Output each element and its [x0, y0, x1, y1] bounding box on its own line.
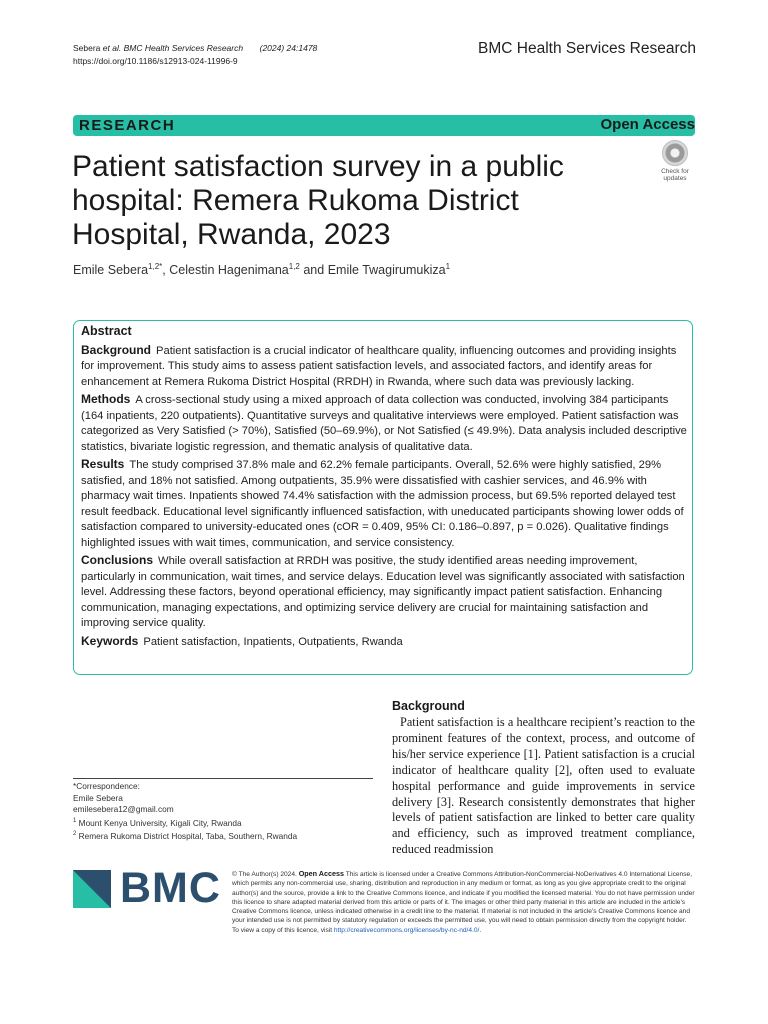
abstract-heading: Abstract — [81, 324, 132, 338]
author-affiliation: 1,2 — [288, 262, 300, 271]
abstract-label: Background — [81, 342, 152, 357]
license-body: This article is licensed under a Creative Commons Attribution-NonCommercial-NoDerivatives 4.0 International License, which permits any non-commercial use, sharing, distribution and reproduction in any medium or format, as long as you give appropriate credit to the original author(s) and the source, provide a link to the Creative Commons licence, and indicate if you modified the licensed material. You do not have permission under this licence to share adapted material derived from this article or parts of it. The images or other third party material in this article are included in the article’s Creative Commons licence, unless indicated otherwise in a credit line to the material. If material is not included in the article’s Creative Commons licence and your intended use is not permitted by statutory regulation or exceeds the permitted use, you will need to obtain permission directly from the copyright holder. To view a copy of this licence, visit — [232, 871, 695, 934]
check-for-updates-icon — [662, 140, 688, 166]
article-title: Patient satisfaction survey in a public hospital: Remera Rukoma District Hospital, Rwanda, 2023 — [72, 150, 564, 251]
author-separator: and — [299, 263, 328, 278]
affiliation-2 — [73, 829, 373, 842]
affiliation-number: 1 — [73, 817, 77, 824]
author-affiliation: 1 — [445, 262, 451, 271]
author-name[interactable]: Celestin Hagenimana — [169, 263, 289, 278]
abstract-text: The study comprised 37.8% male and 62.2% female participants. Overall, 52.6% were highly satisfied, 29% satisfied, and 18% not satisfied. Among outpatients, 35.9% were dissatisfied with cashier services, and 46.9% with pharmacy wait times. Inpatients showed 74.4% satisfaction with the admission process, but 69.5% reported delayed test result feedback. Educational level significantly influenced satisfaction, with uneducated participants showing lower odds of satisfaction compared to university-educated ones (cOR = 0.409, 95% CI: 0.186–0.897, p = 0.026). Qualitative findings highlighted issues with wait times, communication, and service consistency. — [81, 459, 684, 549]
license-end: . — [479, 926, 482, 934]
bmc-logo-icon — [73, 870, 111, 908]
check-updates-label — [655, 168, 695, 182]
footnote-divider — [73, 778, 373, 779]
author-name[interactable]: Emile Twagirumukiza — [327, 263, 446, 278]
affiliation-text: Remera Rukoma District Hospital, Taba, Southern, Rwanda — [78, 830, 298, 841]
journal-name: BMC Health Services Research — [478, 40, 696, 57]
license-link[interactable]: http://creativecommons.org/licenses/by-nc-nd/4.0/ — [333, 926, 480, 934]
citation-line — [73, 42, 317, 55]
correspondence-email[interactable]: emilesebera12@gmail.com — [73, 804, 174, 814]
abstract — [81, 324, 689, 652]
open-access-label: Open Access — [600, 116, 695, 133]
abstract-text: Patient satisfaction is a crucial indicator of healthcare quality, influencing outcomes and providing insights for improvement. This study aims to assess patient satisfaction levels, and associated factors, and identify areas for enhancement at Remera Rukoma District Hospital (RRDH) in Rwanda, where such data was previously lacking. — [81, 344, 677, 388]
author-affiliation: 1,2* — [148, 262, 163, 271]
abstract-results — [81, 457, 689, 551]
abstract-label: Methods — [81, 392, 131, 406]
correspondence-label: *Correspondence: — [73, 781, 140, 791]
abstract-label: Conclusions — [81, 553, 154, 567]
check-for-updates-button[interactable] — [655, 140, 695, 182]
license-open-access: Open Access — [298, 869, 344, 878]
bmc-logo-text: BMC — [120, 864, 221, 912]
section-heading: Background — [392, 699, 465, 713]
abstract-label: Results — [81, 457, 125, 471]
abstract-keywords — [81, 634, 689, 651]
abstract-label: Keywords — [81, 633, 139, 648]
abstract-text: Patient satisfaction, Inpatients, Outpatients, Rwanda — [143, 635, 403, 648]
affiliation-text: Mount Kenya University, Kigali City, Rwanda — [78, 817, 242, 828]
affiliation-1 — [73, 816, 373, 829]
abstract-background — [81, 343, 689, 391]
author-separator: , — [162, 263, 170, 278]
citation-header — [73, 42, 317, 68]
section-body: Patient satisfaction is a healthcare recipient’s reaction to the prominent features of the context, process, and outcome of his/her service experience [1]. Patient satisfaction is a crucial indicator of healthcare quality [2], often used to evaluate hospital performance and guide improvements in service delivery [3]. Research consistently demonstrates that higher levels of patient satisfaction are linked to better care quality and efficiency, such as improved treatment compliance, reduced readmission — [392, 715, 695, 857]
correspondence-block — [73, 781, 373, 842]
affiliation-number: 2 — [73, 830, 77, 837]
license-text — [232, 869, 695, 935]
copyright: © The Author(s) 2024. — [232, 871, 297, 878]
abstract-methods — [81, 392, 689, 455]
citation-authors: Sebera — [73, 43, 103, 53]
section-label: RESEARCH — [79, 117, 176, 134]
author-list — [73, 262, 450, 277]
check-updates-line1: Check for — [661, 168, 689, 175]
abstract-text: While overall satisfaction at RRDH was positive, the study identified areas needing improvement, particularly in communication, wait times, and service delays. Education level was significantly associated with satisfaction level. Addressing these factors, beyond operational efficiency, may significantly impact patient satisfaction. Enhancing communication, managing expectations, and optimizing service delivery are crucial for maintaining satisfaction and improving service quality. — [81, 555, 685, 629]
citation-year: (2024) 24:1478 — [259, 43, 318, 53]
citation-etal: et al. BMC Health Services Research — [102, 43, 244, 53]
author-name[interactable]: Emile Sebera — [73, 263, 149, 278]
correspondence-name: Emile Sebera — [73, 792, 123, 803]
doi-link[interactable]: https://doi.org/10.1186/s12913-024-11996-9 — [73, 56, 238, 66]
abstract-text: A cross-sectional study using a mixed approach of data collection was conducted, involving 384 participants (164 inpatients, 220 outpatients). Quantitative surveys and qualitative interviews were employed. Patient satisfaction was categorized as Very Satisfied (> 70%), Satisfied (50–69.9%), or Not Satisfied (≤ 49.9%). Data analysis included descriptive statistics, bivariate logistic regression, and thematic analysis of qualitative data. — [81, 394, 687, 453]
abstract-conclusions — [81, 553, 689, 632]
check-updates-line2: updates — [663, 175, 687, 182]
